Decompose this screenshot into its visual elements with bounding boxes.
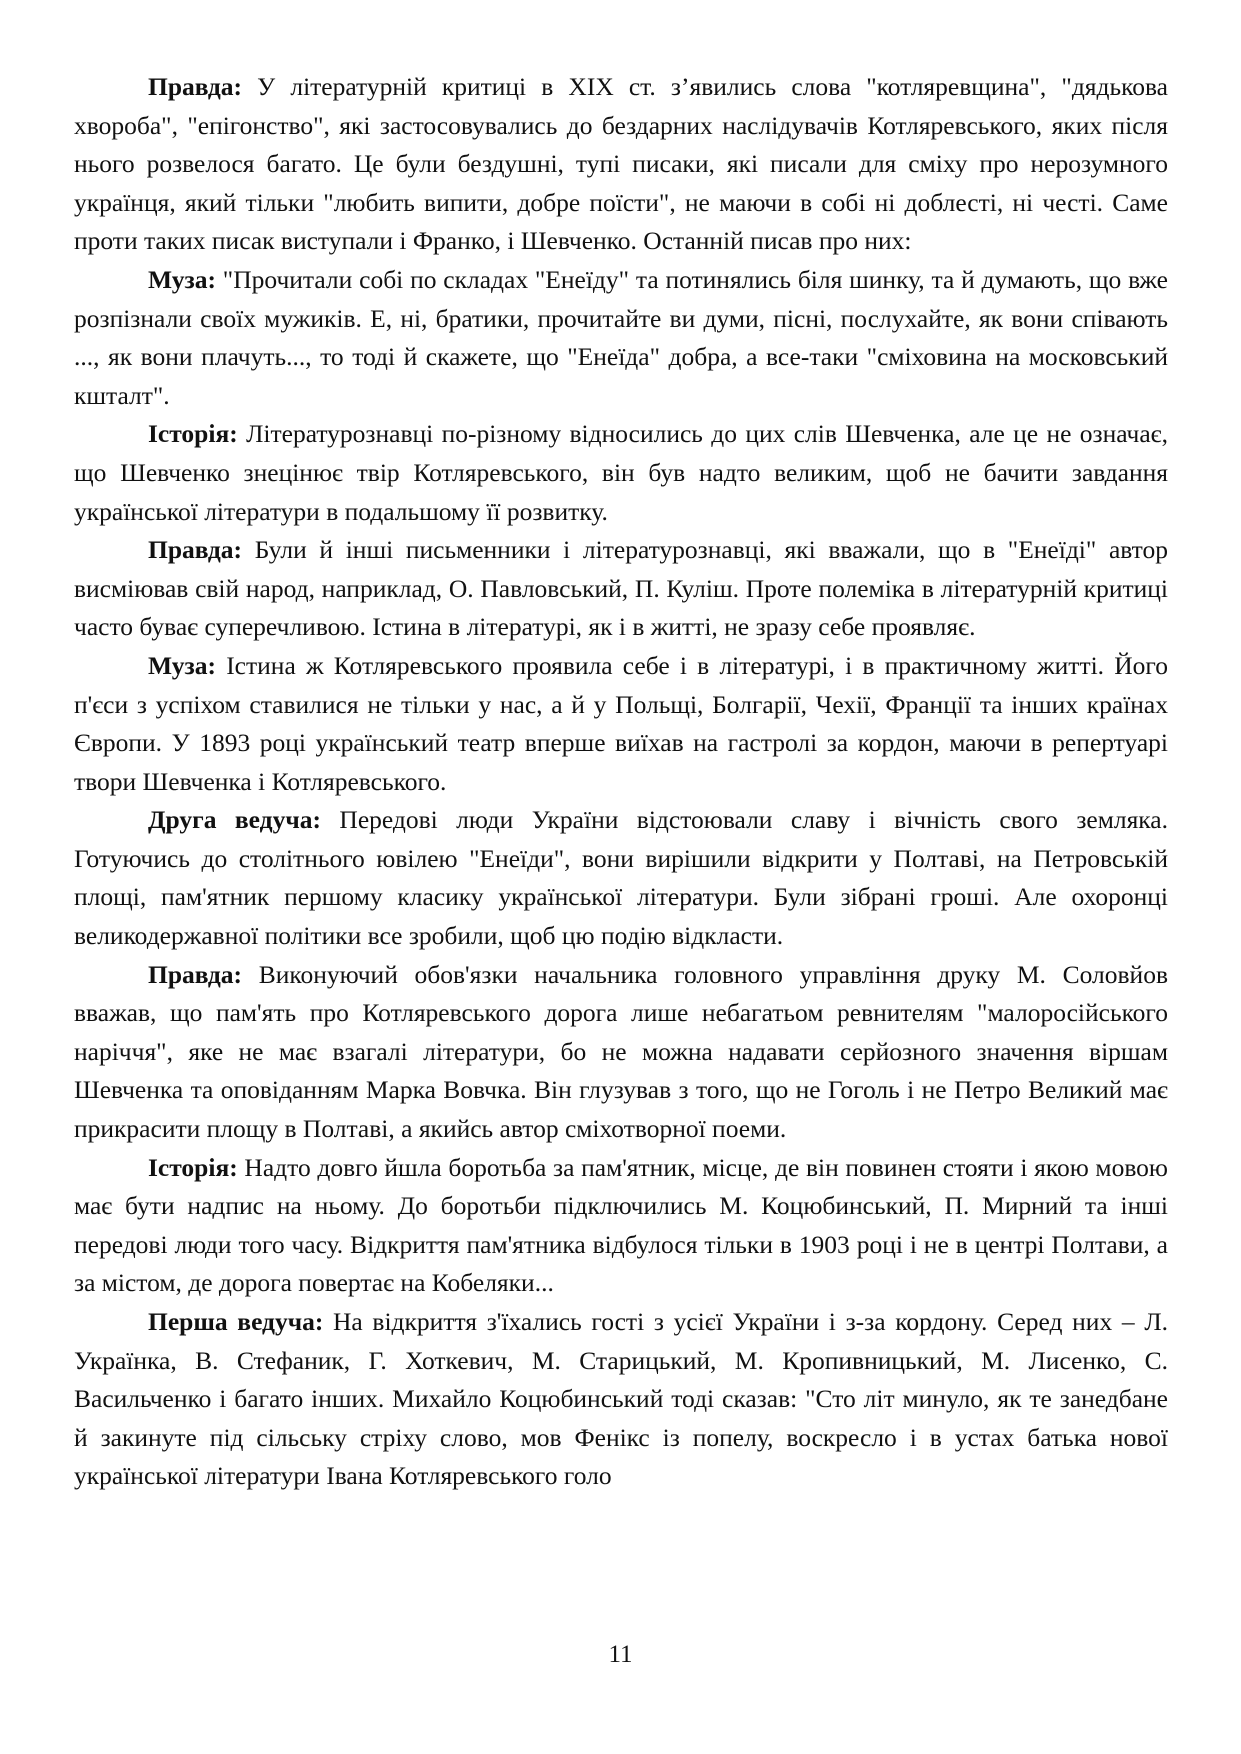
paragraph-text: У літературній критиці в XIX ст. з’явились слова "котляревщина", "дядькова хвороба", "епігонство", які застосовувались до бездарних наслідувачів Котляревського, яких після нього розвелося багато. Це були бездушні, тупі писаки, які писали для сміху про нерозумного українця, який тільки "любить випити, добре поїсти", не маючи в собі ні доблесті, ні честі. Саме проти таких писак виступали і Франко, і Шевченко. Останній писав про них: xyxy=(74,72,1168,256)
speaker-label: Правда: xyxy=(148,72,243,101)
document-page xyxy=(74,68,1168,1496)
paragraph-text: Надто довго йшла боротьба за пам'ятник, місце, де він повинен стояти і якою мовою має бути надпис на ньому. До боротьби підключились М. Коцюбинський, П. Мирний та інші передові люди того часу. Відкриття пам'ятника відбулося тільки в 1903 році і не в центрі Полтави, а за містом, де дорога повертає на Кобеляки... xyxy=(74,1152,1168,1298)
speaker-label: Історія: xyxy=(148,1152,238,1182)
speaker-label: Муза: xyxy=(148,650,216,680)
paragraph-text: Були й інші письменники і літературознавці, які вважали, що в "Енеїді" автор висміював свій народ, наприклад, О. Павловський, П. Куліш. Проте полеміка в літературній критиці часто буває суперечливою. Істина в літературі, як і в житті, не зразу себе проявляє. xyxy=(74,535,1168,642)
paragraph-text: Літературознавці по-різному відносились до цих слів Шевченка, але це не означає, що Шевченко знецінює твір Котляревського, він був надто великим, щоб не бачити завдання української літератури в подальшому її розвитку. xyxy=(74,419,1168,526)
speaker-label: Історія: xyxy=(148,419,238,449)
paragraph-text: Виконуючий обов'язки начальника головного управління друку М. Соловйов вважав, що пам'ять про Котляревського дорога лише небагатьом ревнителям "малоросійського наріччя", яке не має взагалі літератури, бо не можна надавати серйозного значення віршам Шевченка та оповіданням Марка Вовчка. Він глузував з того, що не Гоголь і не Петро Великий має прикрасити площу в Полтаві, а якийсь автор сміхотворної поеми. xyxy=(74,959,1168,1144)
paragraph-text: Передові люди України відстоювали славу і вічність свого земляка. Готуючись до столітнього ювілею "Енеїди", вони вирішили відкрити у Полтаві, на Петровській площі, пам'ятник першому класику української літератури. Були зібрані гроші. Але охоронці великодержавної політики все зробили, щоб цю подію відкласти. xyxy=(74,805,1169,951)
paragraph-text: "Прочитали собі по складах "Енеїду" та потинялись біля шинку, та й думають, що вже розпізнали своїх мужиків. Е, ні, братики, прочитайте ви думи, пісні, послухайте, як вони співають ..., як вони плачуть..., то тоді й скажете, що "Енеїда" добра, а все-таки "сміховина на московський кшталт". xyxy=(74,264,1168,410)
paragraph-muza-2 xyxy=(74,647,1168,801)
paragraph-istoriia-2 xyxy=(74,1149,1168,1303)
speaker-label: Правда: xyxy=(148,959,243,989)
paragraph-pravda-2 xyxy=(74,531,1168,647)
page-number: 11 xyxy=(608,1641,633,1668)
paragraph-text: Істина ж Котляревського проявила себе і в літературі, і в практичному житті. Його п'єси з успіхом ставилися не тільки у нас, а й у Польщі, Болгарії, Чехії, Франції та інших країнах Європи. У 1893 році український театр вперше виїхав на гастролі за кордон, маючи в репертуарі твори Шевченка і Котляревського. xyxy=(74,650,1168,796)
paragraph-text: На відкриття з'їхались гості з усієї України і з-за кордону. Серед них – Л. Українка, В. Стефаник, Г. Хоткевич, М. Старицький, М. Кропивницький, М. Лисенко, С. Васильченко і багато інших. Михайло Коцюбинський тоді сказав: "Сто літ минуло, як те занедбане й закинуте під сільську стріху слово, мов Фенікс із попелу, воскресло і в устах батька нової української літератури Івана Котляревського голо xyxy=(74,1307,1168,1491)
paragraph-persha-veducha xyxy=(74,1303,1168,1496)
speaker-label: Перша ведуча: xyxy=(148,1307,324,1336)
speaker-label: Муза: xyxy=(148,264,216,294)
speaker-label: Друга ведуча: xyxy=(148,805,321,835)
paragraph-pravda-3 xyxy=(74,956,1168,1149)
paragraph-istoriia-1 xyxy=(74,415,1168,531)
speaker-label: Правда: xyxy=(148,535,243,565)
paragraph-pravda-1 xyxy=(74,68,1168,261)
paragraph-druha-veducha xyxy=(74,801,1168,955)
paragraph-muza-1 xyxy=(74,261,1168,415)
